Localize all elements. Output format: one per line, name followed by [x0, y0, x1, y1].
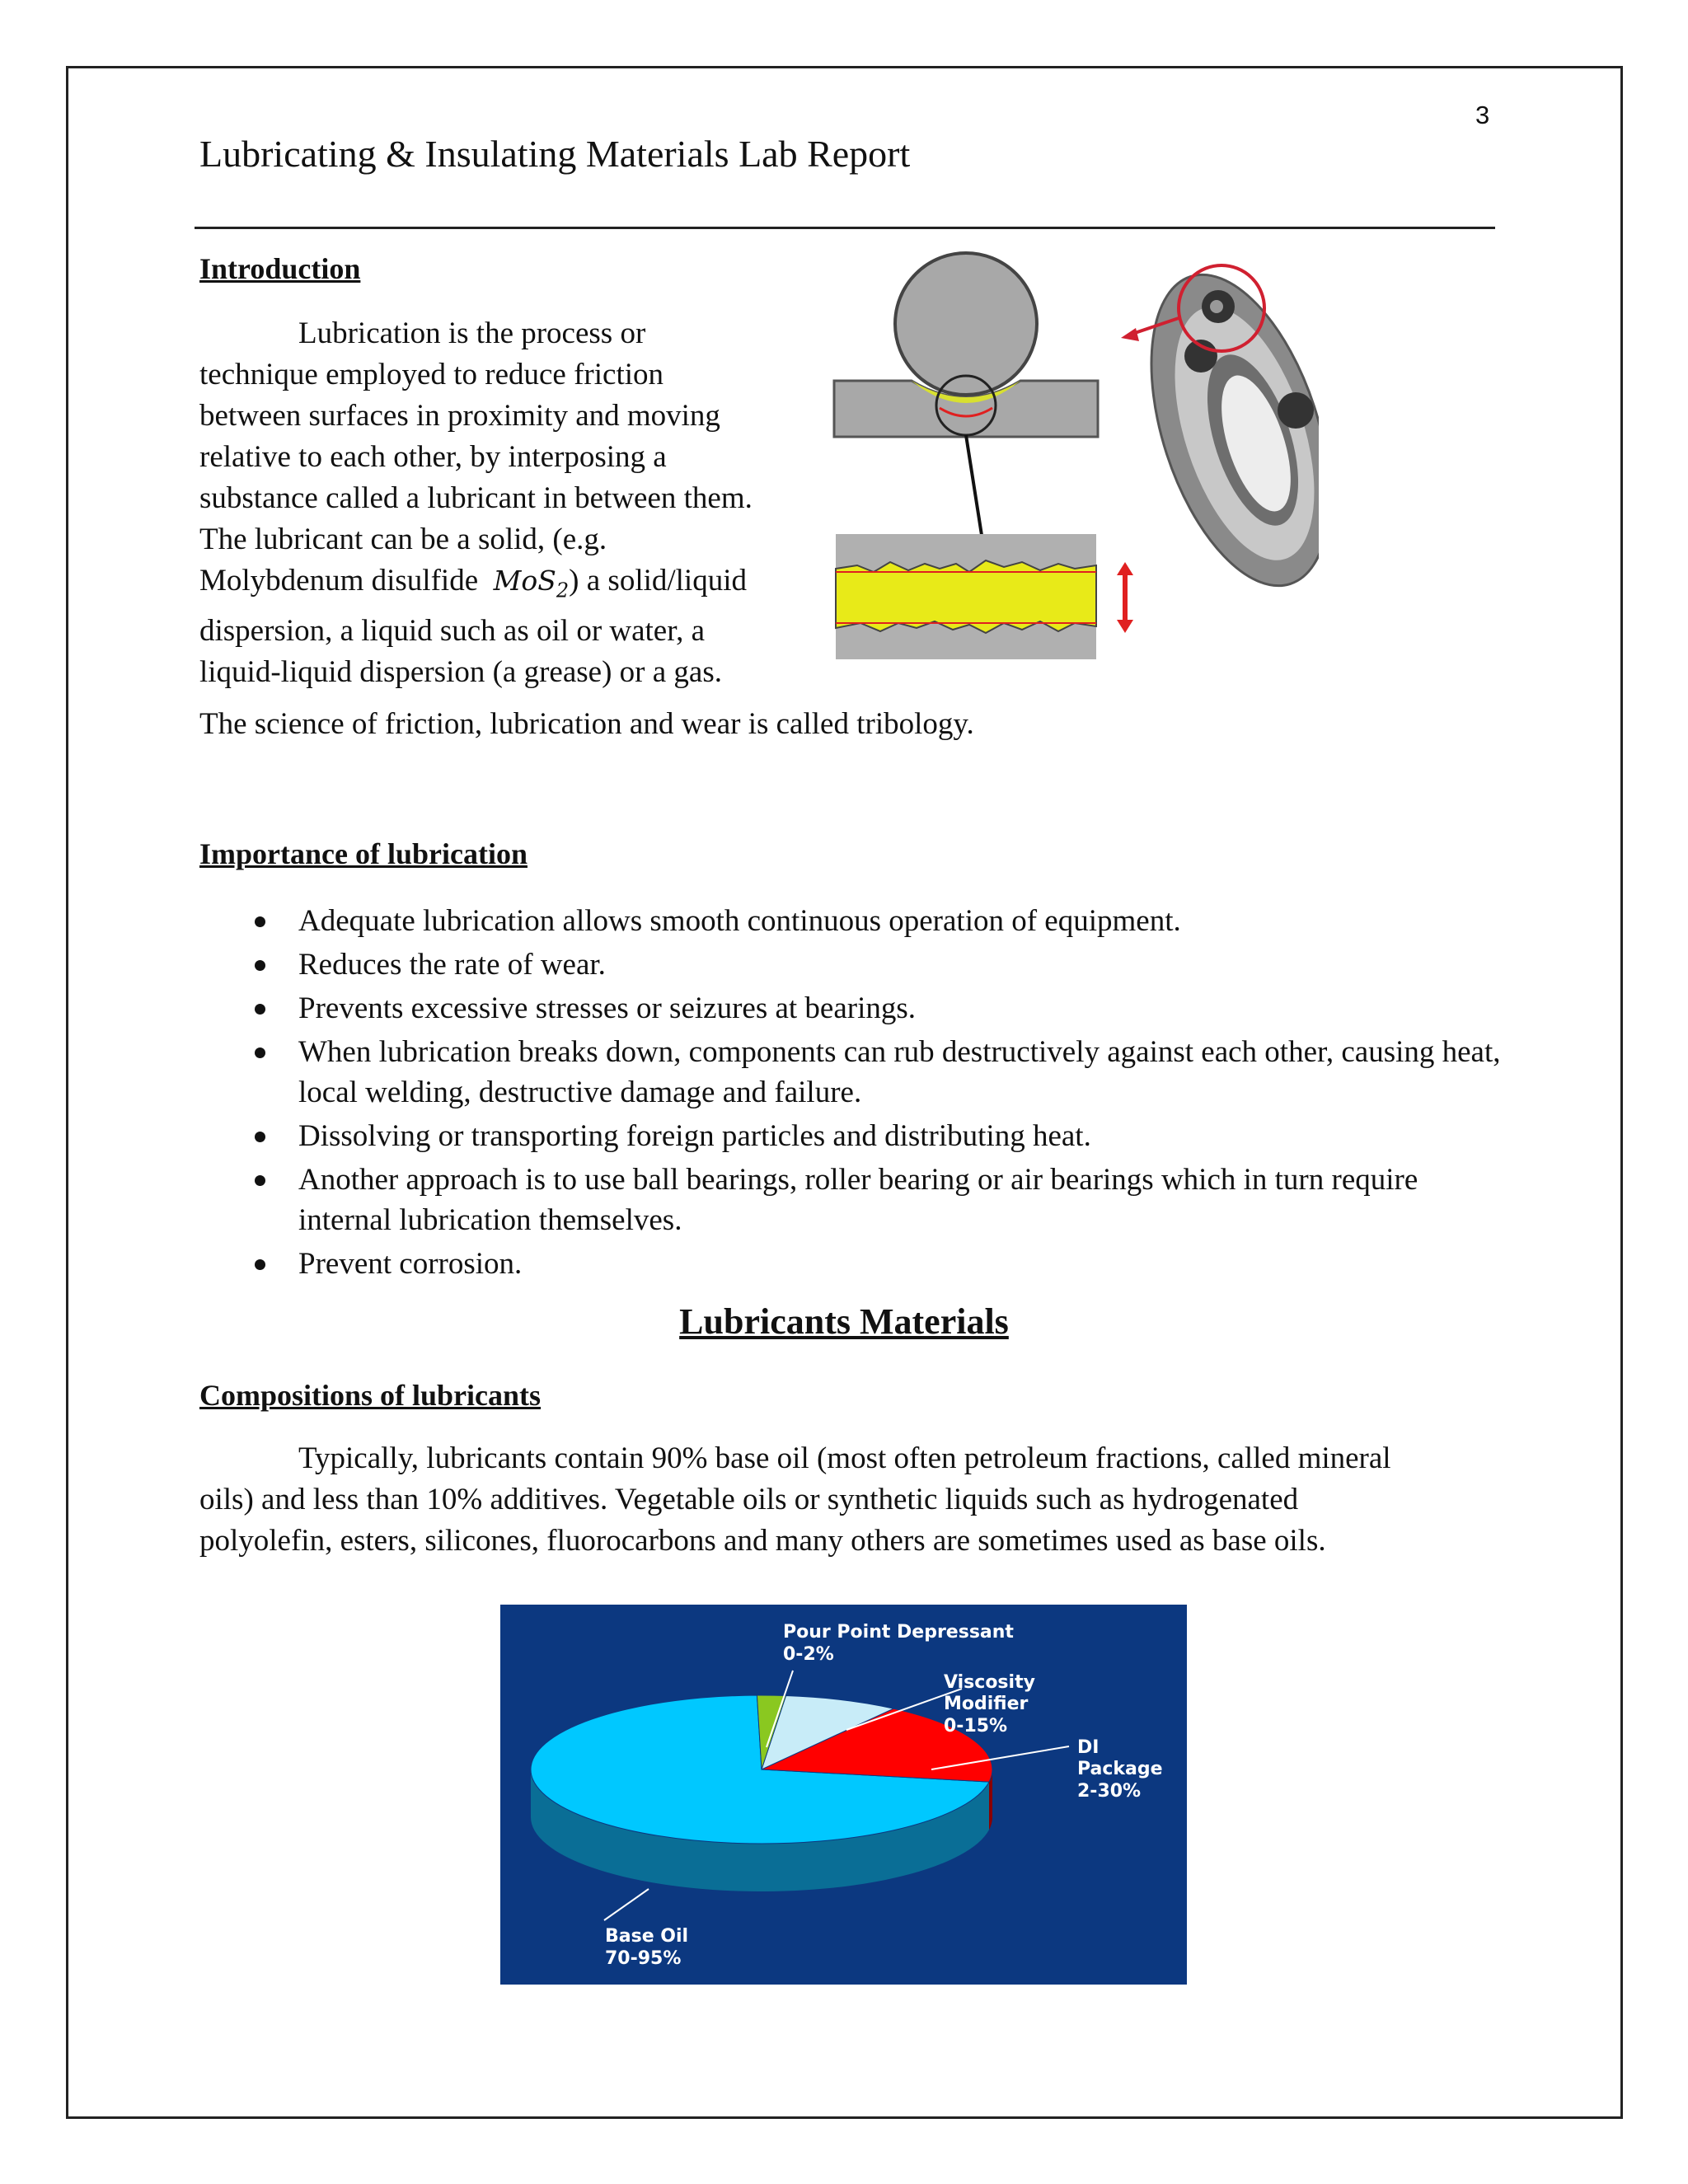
- comp-line: oils) and less than 10% additives. Vegetable oils or synthetic liquids such as hydrogenated: [199, 1483, 1299, 1516]
- bullet-icon: [255, 916, 265, 927]
- label-di-name-2: Package: [1077, 1759, 1163, 1779]
- page-title: Lubricating & Insulating Materials Lab Report: [199, 133, 911, 175]
- intro-line: dispersion, a liquid such as oil or water, a: [199, 614, 705, 649]
- list-item-text: Prevent corrosion.: [298, 1247, 523, 1281]
- list-item: [199, 944, 1502, 985]
- ball-bearing-photo: [1117, 253, 1319, 608]
- introduction-heading: Introduction: [199, 252, 361, 285]
- mos2-formula: MoS: [493, 565, 556, 597]
- list-item-text: Adequate lubrication allows smooth continuous operation of equipment.: [298, 904, 1181, 938]
- intro-line: relative to each other, by interposing a: [199, 440, 667, 474]
- label-pour-point-name: Pour Point Depressant: [783, 1622, 1014, 1643]
- intro-line: Lubrication is the process or: [298, 316, 646, 350]
- list-item-text: Reduces the rate of wear.: [298, 948, 606, 982]
- list-item: [199, 901, 1502, 941]
- list-item: [199, 1244, 1502, 1284]
- thickness-arrow-top: [1117, 562, 1133, 575]
- bullet-icon: [255, 1175, 265, 1186]
- list-item-text: Another approach is to use ball bearings, roller bearing or air bearings which in turn require internal lubrication themselves.: [298, 1163, 1418, 1237]
- bullet-icon: [255, 1132, 265, 1142]
- leader-line-base-oil: [604, 1889, 649, 1920]
- list-item-text: When lubrication breaks down, components can rub destructively against each other, causing heat, local welding, destructive damage and failure.: [298, 1035, 1501, 1109]
- bullet-icon: [255, 1004, 265, 1015]
- mos2-prefix: Molybdenum disulfide: [199, 564, 479, 598]
- importance-heading: Importance of lubrication: [199, 837, 528, 870]
- tribology-sentence: The science of friction, lubrication and wear is called tribology.: [199, 707, 974, 741]
- mos2-subscript: 2: [556, 579, 570, 602]
- section-title: [0, 1301, 1688, 1343]
- label-viscosity-range: 0-15%: [944, 1716, 1008, 1736]
- introduction-paragraph: [199, 313, 826, 693]
- intro-line: The lubricant can be a solid, (e.g.: [199, 523, 607, 556]
- mos2-suffix: ) a solid/liquid: [569, 564, 747, 598]
- composition-pie-chart: [500, 1605, 1187, 1985]
- intro-line: between surfaces in proximity and moving: [199, 399, 720, 433]
- thickness-arrow-bottom: [1117, 620, 1133, 633]
- label-viscosity-name-2: Modifier: [944, 1694, 1029, 1714]
- shaft-circle-shape: [895, 253, 1037, 395]
- list-item-text: Prevents excessive stresses or seizures at bearings.: [298, 991, 917, 1025]
- importance-bullet-list: [199, 901, 1502, 1287]
- bullet-icon: [255, 1259, 265, 1270]
- intro-line-mos2: [199, 560, 826, 611]
- list-item: [199, 1116, 1502, 1156]
- label-di-range: 2-30%: [1077, 1781, 1142, 1802]
- compositions-paragraph: [199, 1438, 1510, 1562]
- label-di-name-1: DI: [1077, 1737, 1100, 1758]
- label-base-oil-range: 70-95%: [605, 1948, 682, 1969]
- label-pour-point-range: 0-2%: [783, 1644, 834, 1665]
- label-viscosity-name-1: Viscosity: [944, 1672, 1035, 1693]
- list-item-text: Dissolving or transporting foreign particles and distributing heat.: [298, 1119, 1091, 1153]
- header-divider: [195, 227, 1495, 229]
- bullet-icon: [255, 960, 265, 971]
- zoom-arrow-line: [966, 435, 983, 546]
- bullet-icon: [255, 1047, 265, 1058]
- pie-top-group: [531, 1695, 992, 1844]
- list-item: [199, 1032, 1502, 1113]
- bearing-pointer-head: [1121, 328, 1139, 341]
- pie-chart-svg: [500, 1605, 1187, 1985]
- page-number: 3: [1475, 101, 1490, 129]
- list-item: [199, 988, 1502, 1029]
- comp-line: polyolefin, esters, silicones, fluorocarbons and many others are sometimes used as base oils.: [199, 1524, 1326, 1558]
- compositions-heading: Compositions of lubricants: [199, 1379, 542, 1412]
- comp-line: Typically, lubricants contain 90% base oil (most often petroleum fractions, called mineral: [298, 1441, 1391, 1475]
- intro-line: technique employed to reduce friction: [199, 358, 664, 391]
- section-title-text: Lubricants Materials: [679, 1301, 1009, 1342]
- intro-line: liquid-liquid dispersion (a grease) or a gas.: [199, 655, 722, 690]
- label-base-oil-name: Base Oil: [605, 1926, 689, 1947]
- intro-line: substance called a lubricant in between them.: [199, 481, 753, 515]
- lubrication-bearing-illustration: [824, 239, 1319, 668]
- list-item: [199, 1160, 1502, 1240]
